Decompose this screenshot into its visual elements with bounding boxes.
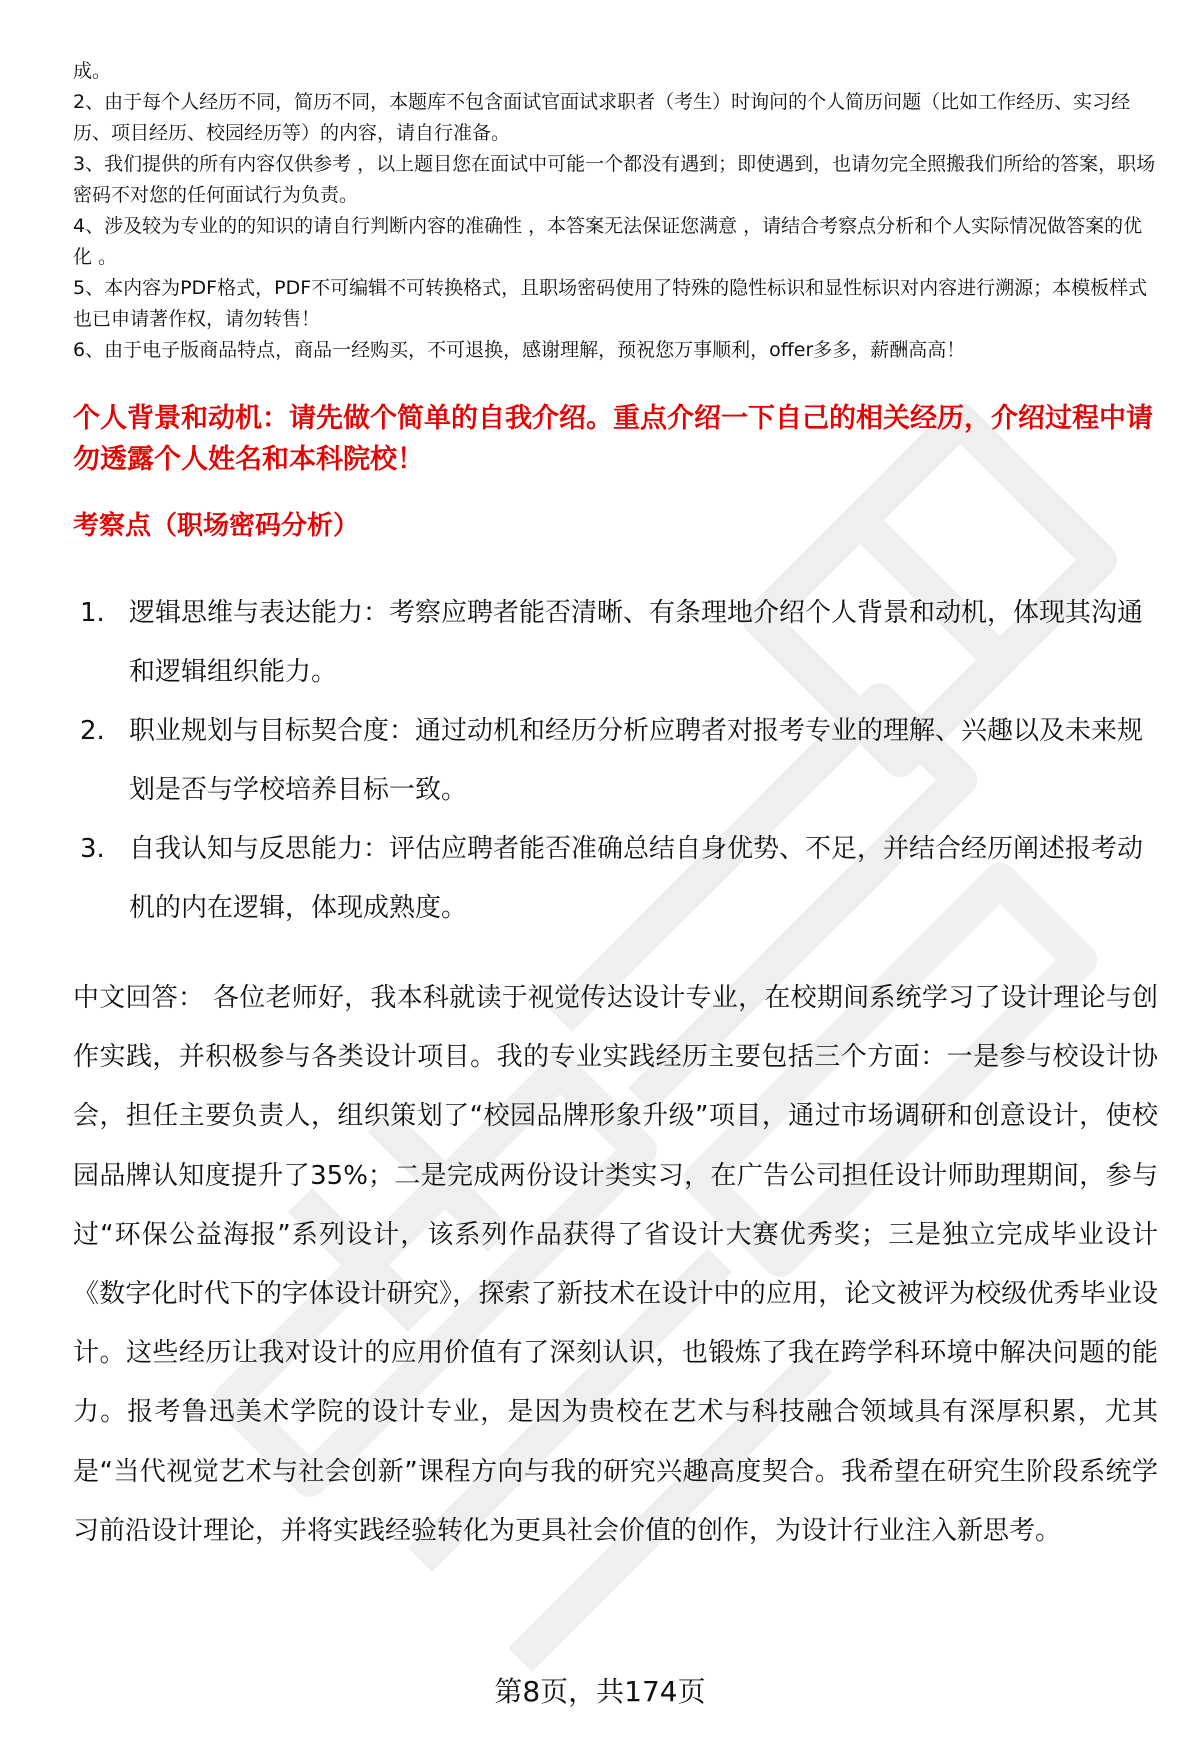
disclaimer-notes: [73, 56, 1158, 366]
list-item-number: 2.: [80, 716, 105, 746]
list-item-text: 职业规划与目标契合度：通过动机和经历分析应聘者对报考专业的理解、兴趣以及未来规划是否与学校培养目标一致。: [129, 716, 1144, 805]
list-item-text: 自我认知与反思能力：评估应聘者能否准确总结自身优势、不足，并结合经历阐述报考动机的内在逻辑，体现成熟度。: [129, 834, 1144, 923]
list-item: [80, 702, 1160, 820]
note-line: 2、由于每个人经历不同，简历不同，本题库不包含面试官面试求职者（考生）时询问的个人简历问题（比如工作经历、实习经历、项目经历、校园经历等）的内容，请自行准备。: [73, 91, 1131, 144]
list-item-text: 逻辑思维与表达能力：考察应聘者能否清晰、有条理地介绍个人背景和动机，体现其沟通和逻辑组织能力。: [129, 598, 1144, 687]
interview-question: 个人背景和动机：请先做个简单的自我介绍。重点介绍一下自己的相关经历，介绍过程中请勿透露个人姓名和本科院校！: [73, 403, 1153, 475]
analysis-points-list: [80, 584, 1160, 938]
list-item-number: 3.: [80, 834, 105, 864]
analysis-heading: 考察点（职场密码分析）: [73, 511, 360, 541]
note-line: 5、本内容为PDF格式，PDF不可编辑不可转换格式，且职场密码使用了特殊的隐性标识和显性标识对内容进行溯源；本模板样式也已申请著作权，请勿转售！: [73, 277, 1148, 330]
note-line: 6、由于电子版商品特点，商品一经购买，不可退换，感谢理解，预祝您万事顺利，offer多多，薪酬高高！: [73, 339, 966, 361]
list-item: [80, 820, 1160, 938]
note-line: 成。: [73, 60, 112, 82]
list-item: [80, 584, 1160, 702]
note-line: 3、我们提供的所有内容仅供参考 ，以上题目您在面试中可能一个都没有遇到；即使遇到，也请勿完全照搬我们所给的答案，职场密码不对您的任何面试行为负责。: [73, 153, 1156, 206]
list-item-number: 1.: [80, 598, 105, 628]
answer-paragraph: 中文回答： 各位老师好，我本科就读于视觉传达设计专业，在校期间系统学习了设计理论与创作实践，并积极参与各类设计项目。我的专业实践经历主要包括三个方面：一是参与校设计协会，担任主要负责人，组织策划了“校园品牌形象升级”项目，通过市场调研和创意设计，使校园品牌认知度提升了35%；二是完成两份设计类实习，在广告公司担任设计师助理期间，参与过“环保公益海报”系列设计，该系列作品获得了省设计大赛优秀奖；三是独立完成毕业设计《数字化时代下的字体设计研究》，探索了新技术在设计中的应用，论文被评为校级优秀毕业设计。这些经历让我对设计的应用价值有了深刻认识，也锻炼了我在跨学科环境中解决问题的能力。报考鲁迅美术学院的设计专业，是因为贵校在艺术与科技融合领域具有深厚积累，尤其是“当代视觉艺术与社会创新”课程方向与我的研究兴趣高度契合。我希望在研究生阶段系统学习前沿设计理论，并将实践经验转化为更具社会价值的创作，为设计行业注入新思考。: [73, 983, 1158, 1546]
page-number-footer: 第8页，共174页: [494, 1675, 706, 1708]
note-line: 4、涉及较为专业的的知识的请自行判断内容的准确性 ，本答案无法保证您满意 ，请结合考察点分析和个人实际情况做答案的优化 。: [73, 215, 1143, 268]
